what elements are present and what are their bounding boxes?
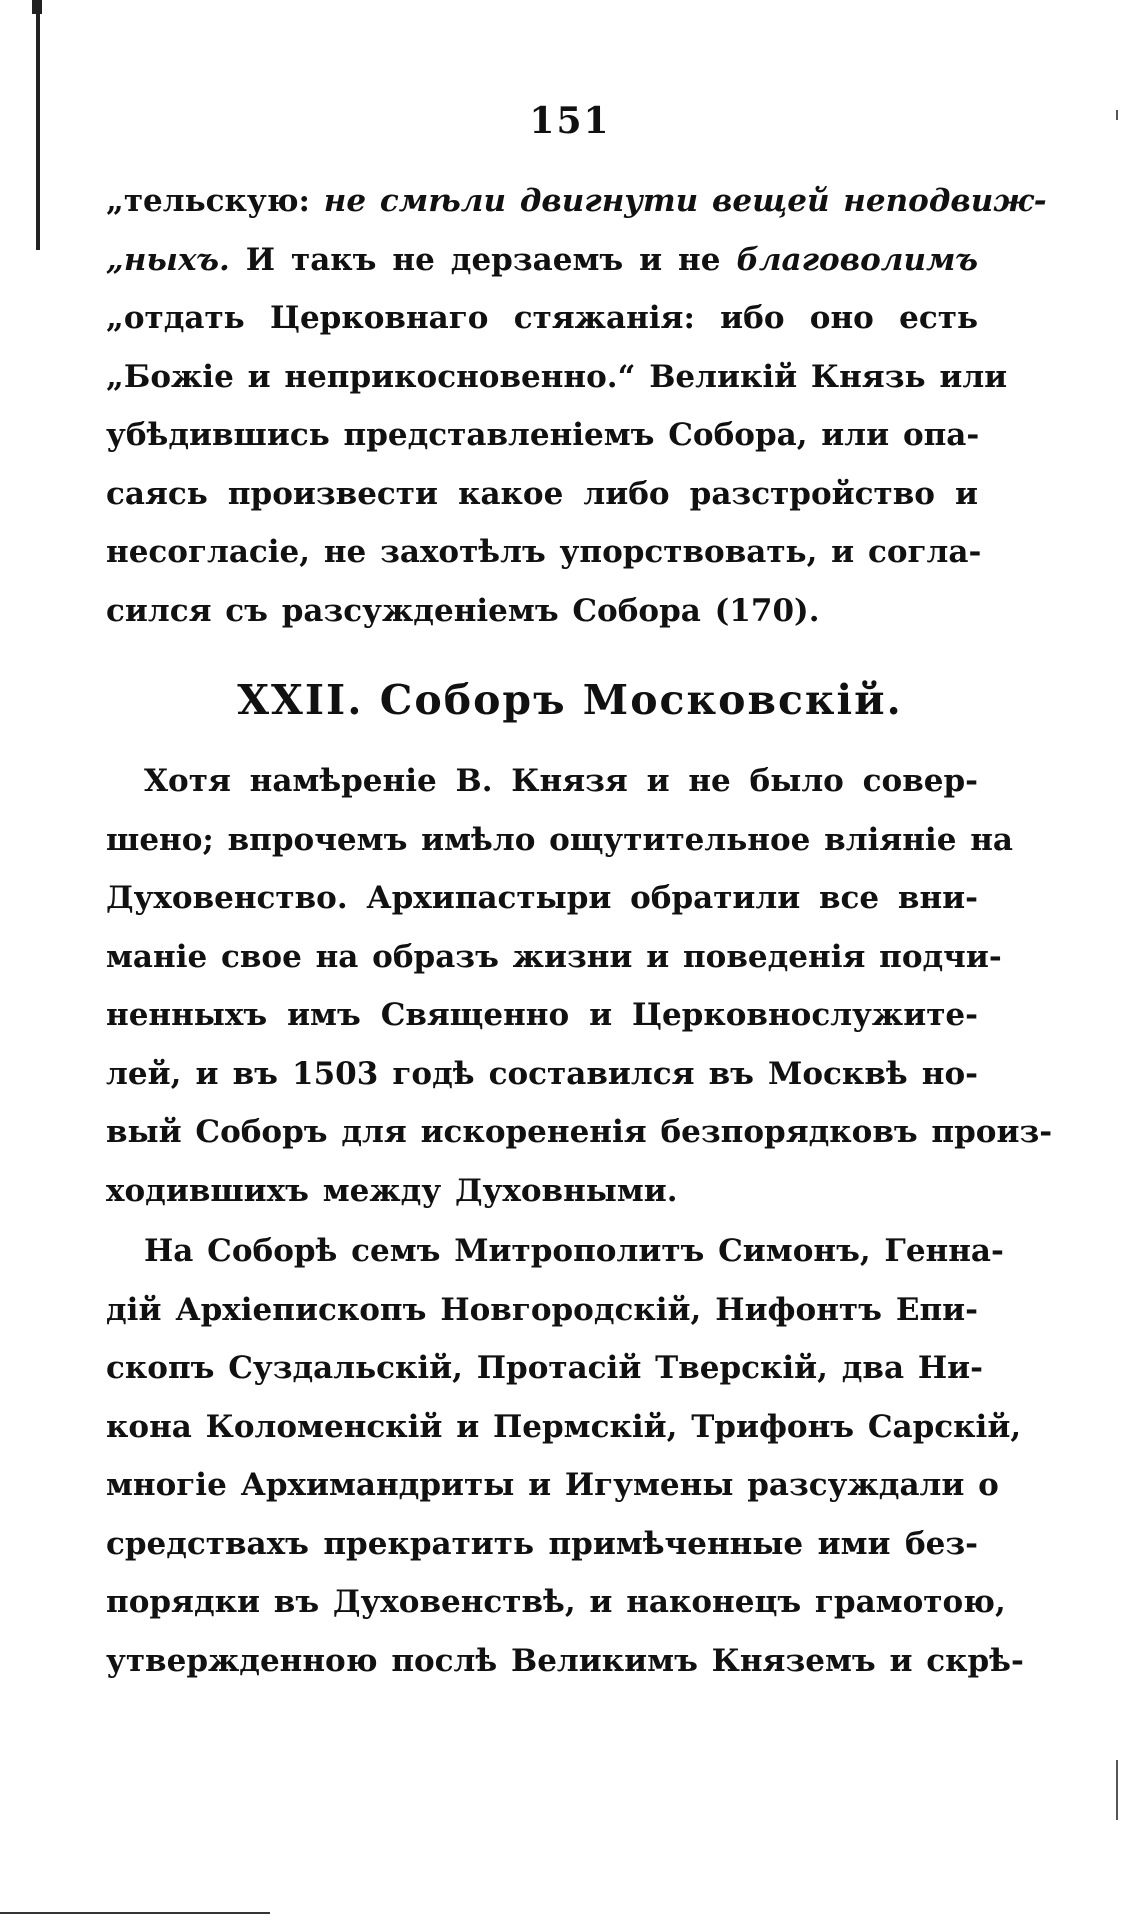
text-line: маніе свое на образъ жизни и поведенія подчи- bbox=[106, 938, 1002, 975]
text-line: „Божіе и неприкосновенно.“ Великій Князь или bbox=[106, 358, 1008, 395]
text-line: утвержденною послѣ Великимъ Княземъ и скрѣ- bbox=[106, 1642, 1024, 1679]
text-line: На Соборѣ семъ Митрополитъ Симонъ, Генна- bbox=[144, 1233, 1004, 1269]
text-line: несогласіе, не захотѣлъ упорствовать, и согла- bbox=[106, 534, 982, 570]
paragraph-quote-end bbox=[106, 172, 1047, 640]
text-line: Хотя намѣреніе В. Князя и не было совер- bbox=[144, 763, 978, 799]
scan-bottom-rule bbox=[0, 1912, 270, 1914]
text-line: кона Коломенскій и Пермскій, Трифонъ Сарскій, bbox=[106, 1408, 1022, 1445]
text-line: ходившихъ между Духовными. bbox=[106, 1172, 678, 1209]
text-line: убѣдившись представленіемъ Собора, или опа- bbox=[106, 417, 980, 453]
text-line: Духовенство. Архипастыри обратили все вни- bbox=[106, 880, 978, 916]
text-line: вый Соборъ для искорененія безпорядковъ произ- bbox=[106, 1114, 1053, 1150]
text-line: сился съ разсужденіемъ Собора (170). bbox=[106, 592, 820, 629]
text-line: средствахъ прекратить примѣченные ими без- bbox=[106, 1525, 978, 1562]
text-line: скопъ Суздальскій, Протасій Тверскій, два Ни- bbox=[106, 1350, 983, 1386]
paragraph-participants bbox=[106, 1222, 1024, 1690]
page-number: 151 bbox=[529, 100, 611, 142]
text-line: „тельскую: не смѣли двигнути вещей неподвиж- bbox=[106, 183, 1047, 219]
text-line: „ныхъ. И такъ не дерзаемъ и не благоволимъ bbox=[106, 241, 978, 278]
text-line: лей, и въ 1503 годѣ составился въ Москвѣ но- bbox=[106, 1055, 978, 1092]
text-line: „отдать Церковнаго стяжанія: ибо оно есть bbox=[106, 300, 978, 336]
paragraph-council bbox=[106, 752, 1053, 1220]
text-line: порядки въ Духовенствѣ, и наконецъ грамотою, bbox=[106, 1584, 1006, 1620]
text-line: саясь произвести какое либо разстройство и bbox=[106, 475, 978, 512]
scan-speck bbox=[1116, 1760, 1118, 1820]
text-line: многіе Архимандриты и Игумены разсуждали о bbox=[106, 1467, 999, 1503]
text-line: ненныхъ имъ Священно и Церковнослужите- bbox=[106, 997, 978, 1033]
text-line: дій Архіепископъ Новгородскій, Нифонтъ Епи- bbox=[106, 1291, 978, 1328]
section-heading: XXII. Соборъ Московскій. bbox=[237, 676, 903, 724]
text-line: шено; впрочемъ имѣло ощутительное вліяніе на bbox=[106, 821, 1013, 858]
